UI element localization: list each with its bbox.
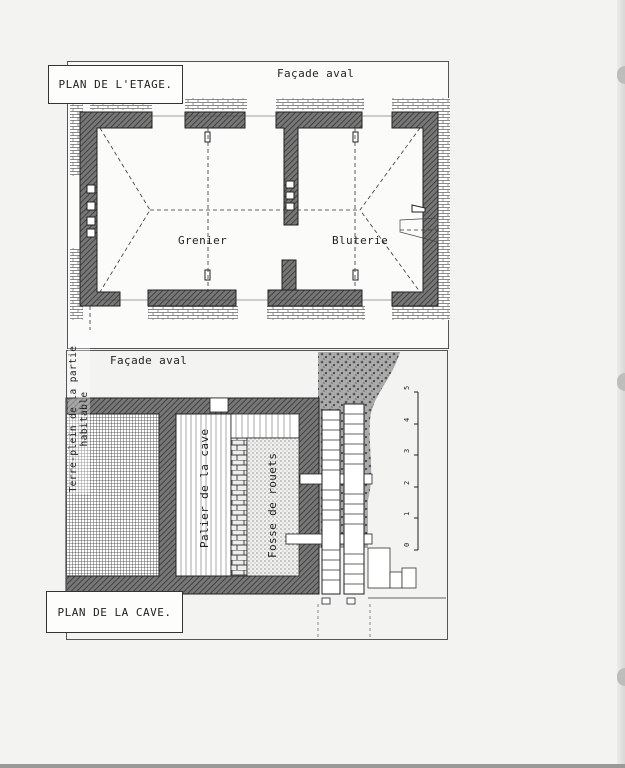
beam-lines [97,116,392,300]
lower-facade-label: Façade aval [110,354,188,367]
upper-facade-label: Façade aval [277,67,355,80]
scale-tick-label: 1 [403,511,411,516]
scan-edge [0,764,625,768]
room-label-palier: Palier de la cave [198,428,211,548]
room-label-grenier: Grenier [178,234,228,247]
upper-outer-walls [70,98,450,320]
upper-openings [87,132,425,280]
room-label-bluterie: Bluterie [332,234,389,247]
scale-tick-label: 2 [403,480,411,485]
scale-tick-label: 4 [403,417,411,422]
scale-tick-label: 0 [403,542,411,547]
room-label-terre-plein: Terre-plein de la partie habitable [68,345,90,493]
room-label-fosse: Fosse de rouets [266,452,279,558]
lower-plan-title: PLAN DE LA CAVE. [46,591,183,633]
scale-tick-label: 3 [403,448,411,453]
scale-tick-label: 5 [403,385,411,390]
upper-plan-title: PLAN DE L'ETAGE. [48,65,183,104]
upper-walls [80,112,438,306]
